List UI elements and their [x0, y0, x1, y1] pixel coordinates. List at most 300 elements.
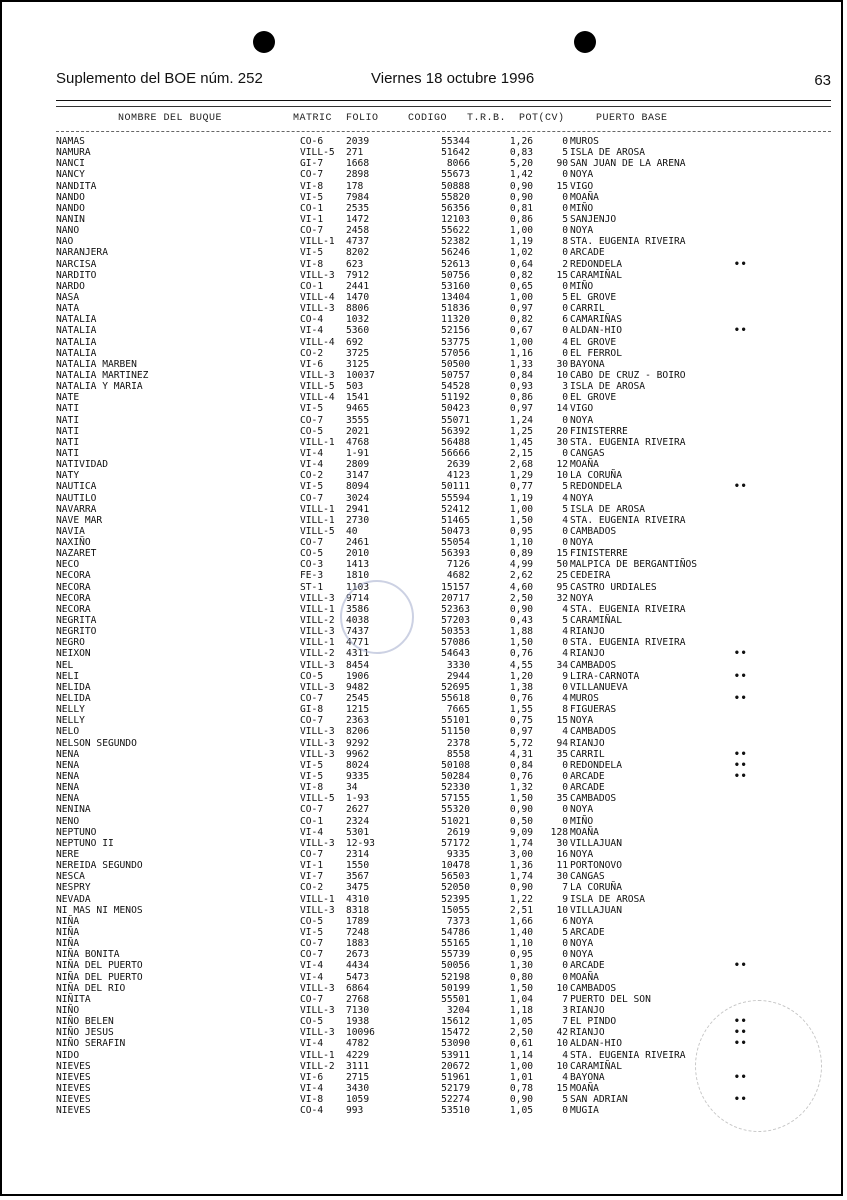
vessel-port: CARRIL [570, 303, 605, 315]
vessel-pot: 16 [556, 849, 568, 860]
vessel-matric: VILL-3 [300, 303, 335, 315]
vessel-mark: •• [734, 759, 748, 771]
table-row [56, 303, 831, 314]
vessel-matric: CO-3 [300, 559, 324, 571]
vessel-mark: •• [734, 1016, 748, 1028]
table-row [56, 704, 831, 715]
vessel-matric: GI-7 [300, 158, 324, 170]
vessel-trb: 1,00 [509, 336, 533, 348]
vessel-matric: CO-7 [300, 949, 324, 961]
vessel-folio: 3024 [346, 492, 370, 504]
vessel-trb: 0,43 [509, 615, 533, 627]
vessel-trb: 1,19 [509, 492, 533, 504]
vessel-port: PORTONOVO [570, 860, 622, 872]
vessel-codigo: 50353 [441, 626, 470, 638]
vessel-trb: 1,05 [509, 1016, 533, 1028]
vessel-trb: 2,68 [509, 459, 533, 471]
vessel-matric: CO-7 [300, 938, 324, 950]
vessel-name: NECO [56, 559, 80, 571]
table-row [56, 972, 831, 983]
vessel-port: VIGO [570, 403, 594, 415]
vessel-pot: 4 [562, 603, 568, 615]
table-row [56, 570, 831, 581]
vessel-matric: VILL-1 [300, 503, 335, 515]
vessel-matric: VILL-5 [300, 147, 335, 159]
vessel-trb: 0,97 [509, 403, 533, 415]
vessel-codigo: 50056 [441, 960, 470, 972]
vessel-trb: 0,64 [509, 258, 533, 270]
vessel-pot: 4 [562, 726, 568, 738]
vessel-pot: 4 [562, 1071, 568, 1083]
vessel-name: NERE [56, 849, 80, 860]
vessel-name: NECORA [56, 592, 91, 604]
table-row [56, 749, 831, 760]
vessel-port: MIÑO [570, 815, 594, 827]
vessel-matric: VI-6 [300, 1071, 324, 1083]
vessel-pot: 10 [556, 369, 568, 381]
vessel-matric: VILL-4 [300, 392, 335, 404]
vessel-name: NAZARET [56, 548, 97, 560]
vessel-port: REDONDELA [570, 258, 622, 270]
vessel-codigo: 52274 [441, 1094, 470, 1106]
vessel-folio: 7912 [346, 269, 370, 281]
vessel-port: CARAMIÑAL [570, 269, 622, 281]
vessel-trb: 1,19 [509, 236, 533, 248]
vessel-pot: 0 [562, 949, 568, 961]
vessel-pot: 0 [562, 537, 568, 549]
table-row [56, 882, 831, 893]
header-dashed-rule [56, 131, 831, 132]
vessel-codigo: 56666 [441, 447, 470, 459]
vessel-matric: VI-8 [300, 782, 324, 794]
vessel-folio: 1883 [346, 938, 370, 950]
vessel-codigo: 53160 [441, 280, 470, 292]
vessel-trb: 1,36 [509, 860, 533, 872]
vessel-trb: 1,05 [509, 1105, 533, 1117]
vessel-matric: VI-5 [300, 403, 324, 415]
vessel-port: ARCADE [570, 926, 605, 938]
vessel-codigo: 20717 [441, 592, 470, 604]
vessel-codigo: 55101 [441, 715, 470, 727]
vessel-name: NARANJERA [56, 247, 108, 259]
vessel-pot: 5 [562, 615, 568, 627]
vessel-pot: 4 [562, 336, 568, 348]
vessel-port: VILLAJUAN [570, 837, 622, 849]
vessel-pot: 32 [556, 592, 568, 604]
vessel-pot: 7 [562, 882, 568, 894]
table-row [56, 849, 831, 860]
vessel-codigo: 57172 [441, 837, 470, 849]
vessel-port: MIÑO [570, 202, 594, 214]
vessel-pot: 10 [556, 1038, 568, 1050]
vessel-matric: VILL-1 [300, 514, 335, 526]
vessel-mark: •• [734, 960, 748, 972]
vessel-name: NENINA [56, 804, 91, 816]
vessel-trb: 1,88 [509, 626, 533, 638]
vessel-pot: 5 [562, 213, 568, 225]
vessel-port: SAN ADRIAN [570, 1094, 628, 1106]
vessel-port: EL GROVE [570, 392, 617, 404]
vessel-folio: 1906 [346, 670, 370, 682]
vessel-port: RIANJO [570, 648, 605, 660]
vessel-pot: 0 [562, 191, 568, 203]
vessel-matric: VI-4 [300, 1082, 324, 1094]
vessel-pot: 10 [556, 982, 568, 994]
vessel-folio: 692 [346, 336, 364, 348]
vessel-name: NESCA [56, 871, 85, 883]
vessel-trb: 0,61 [509, 1038, 533, 1050]
vessel-folio: 271 [346, 147, 364, 159]
vessel-port: EL PINDO [570, 1016, 617, 1028]
table-row [56, 437, 831, 448]
table-row [56, 426, 831, 437]
vessel-matric: VI-1 [300, 213, 324, 225]
vessel-port: MUROS [570, 693, 599, 705]
vessel-port: CAMBADOS [570, 982, 617, 994]
vessel-name: NEL [56, 659, 74, 671]
column-header-name: NOMBRE DEL BUQUE [118, 113, 223, 124]
vessel-trb: 0,76 [509, 648, 533, 660]
table-row [56, 860, 831, 871]
table-row [56, 392, 831, 403]
vessel-pot: 5 [562, 147, 568, 159]
vessel-port: STA. EUGENIA RIVEIRA [570, 1049, 686, 1061]
vessel-trb: 0,95 [509, 949, 533, 961]
vessel-matric: VILL-3 [300, 681, 335, 693]
vessel-pot: 9 [562, 893, 568, 905]
vessel-matric: VI-4 [300, 459, 324, 471]
vessel-trb: 1,40 [509, 926, 533, 938]
vessel-matric: CO-5 [300, 425, 324, 437]
vessel-port: STA. EUGENIA RIVEIRA [570, 514, 686, 526]
vessel-folio: 8202 [346, 247, 370, 259]
vessel-folio: 9292 [346, 737, 370, 749]
vessel-folio: 2039 [346, 136, 370, 147]
table-row [56, 281, 831, 292]
vessel-pot: 8 [562, 236, 568, 248]
vessel-folio: 4737 [346, 236, 370, 248]
vessel-codigo: 56356 [441, 202, 470, 214]
vessel-port: STA. EUGENIA RIVEIRA [570, 436, 686, 448]
vessel-trb: 1,33 [509, 358, 533, 370]
vessel-name: NENA [56, 771, 80, 783]
vessel-matric: VI-7 [300, 871, 324, 883]
vessel-codigo: 55673 [441, 169, 470, 181]
vessel-matric: CO-1 [300, 202, 324, 214]
vessel-folio: 4782 [346, 1038, 370, 1050]
vessel-folio: 5301 [346, 826, 370, 838]
vessel-codigo: 55344 [441, 136, 470, 147]
vessel-trb: 1,30 [509, 960, 533, 972]
vessel-codigo: 55071 [441, 414, 470, 426]
vessel-trb: 1,25 [509, 425, 533, 437]
vessel-name: NATE [56, 392, 80, 404]
vessel-pot: 4 [562, 492, 568, 504]
vessel-folio: 1668 [346, 158, 370, 170]
vessel-codigo: 54643 [441, 648, 470, 660]
vessel-name: NECORA [56, 570, 91, 582]
vessel-codigo: 56246 [441, 247, 470, 259]
binder-hole-left [253, 31, 275, 53]
vessel-matric: VI-5 [300, 926, 324, 938]
vessel-port: ARCADE [570, 782, 605, 794]
vessel-name: NELO [56, 726, 80, 738]
vessel-matric: VILL-3 [300, 369, 335, 381]
vessel-matric: VILL-3 [300, 837, 335, 849]
vessel-folio: 1215 [346, 704, 370, 716]
vessel-name: NATI [56, 425, 80, 437]
vessel-port: CAMARIÑAS [570, 314, 622, 326]
table-row [56, 582, 831, 593]
table-row [56, 626, 831, 637]
vessel-pot: 0 [562, 414, 568, 426]
vessel-trb: 1,20 [509, 670, 533, 682]
vessel-folio: 1103 [346, 581, 370, 593]
vessel-name: NATIVIDAD [56, 459, 108, 471]
vessel-name: NIÑA DEL PUERTO [56, 971, 143, 983]
vessel-name: NATI [56, 414, 80, 426]
vessel-codigo: 54786 [441, 926, 470, 938]
vessel-port: SANJENJO [570, 213, 617, 225]
vessel-name: NENA [56, 748, 80, 760]
vessel-folio: 178 [346, 180, 364, 192]
vessel-codigo: 55054 [441, 537, 470, 549]
vessel-name: NAVARRA [56, 503, 97, 515]
vessel-pot: 0 [562, 280, 568, 292]
vessel-folio: 10037 [346, 369, 375, 381]
vessel-folio: 8024 [346, 759, 370, 771]
vessel-pot: 9 [562, 670, 568, 682]
table-row [56, 726, 831, 737]
vessel-codigo: 15612 [441, 1016, 470, 1028]
vessel-codigo: 51961 [441, 1071, 470, 1083]
vessel-matric: VI-5 [300, 481, 324, 493]
vessel-name: NATALIA MARBEN [56, 358, 137, 370]
table-row [56, 181, 831, 192]
vessel-folio: 9482 [346, 681, 370, 693]
table-row [56, 337, 831, 348]
vessel-port: NOYA [570, 715, 594, 727]
vessel-folio: 2673 [346, 949, 370, 961]
vessel-matric: VILL-3 [300, 626, 335, 638]
vessel-folio: 4768 [346, 436, 370, 448]
vessel-pot: 8 [562, 704, 568, 716]
column-header-trb: T.R.B. [467, 113, 507, 124]
vessel-name: NAVE MAR [56, 514, 103, 526]
vessel-name: NIDO [56, 1049, 80, 1061]
vessel-codigo: 4123 [446, 470, 470, 482]
vessel-name: NATALIA [56, 325, 97, 337]
vessel-name: NIÑO JESUS [56, 1027, 114, 1039]
vessel-trb: 2,50 [509, 1027, 533, 1039]
vessel-trb: 0,90 [509, 180, 533, 192]
vessel-name: NASA [56, 291, 80, 303]
column-header-folio: FOLIO [346, 113, 379, 124]
vessel-folio: 2545 [346, 693, 370, 705]
vessel-folio: 7248 [346, 926, 370, 938]
vessel-codigo: 51021 [441, 815, 470, 827]
vessel-codigo: 56393 [441, 548, 470, 560]
vessel-pot: 0 [562, 815, 568, 827]
vessel-folio: 3125 [346, 358, 370, 370]
vessel-trb: 1,26 [509, 136, 533, 147]
vessel-codigo: 8066 [446, 158, 470, 170]
vessel-matric: CO-5 [300, 915, 324, 927]
vessel-codigo: 53090 [441, 1038, 470, 1050]
vessel-matric: VI-5 [300, 191, 324, 203]
vessel-pot: 5 [562, 291, 568, 303]
vessel-port: NOYA [570, 849, 594, 860]
vessel-port: EL GROVE [570, 336, 617, 348]
vessel-folio: 2324 [346, 815, 370, 827]
table-row [56, 270, 831, 281]
vessel-trb: 0,97 [509, 726, 533, 738]
vessel-folio: 3586 [346, 603, 370, 615]
vessel-matric: VILL-2 [300, 1060, 335, 1072]
vessel-matric: VI-4 [300, 325, 324, 337]
table-row [56, 615, 831, 626]
vessel-name: NEIXON [56, 648, 91, 660]
vessel-codigo: 50284 [441, 771, 470, 783]
vessel-trb: 1,10 [509, 938, 533, 950]
vessel-mark: •• [734, 1038, 748, 1050]
vessel-folio: 2941 [346, 503, 370, 515]
vessel-codigo: 50199 [441, 982, 470, 994]
vessel-matric: VILL-3 [300, 592, 335, 604]
vessel-trb: 0,90 [509, 1094, 533, 1106]
vessel-name: NEVADA [56, 893, 91, 905]
vessel-name: NIÑA DEL RIO [56, 982, 126, 994]
vessel-codigo: 55165 [441, 938, 470, 950]
vessel-pot: 0 [562, 1105, 568, 1117]
vessel-port: RIANJO [570, 626, 605, 638]
vessel-trb: 0,81 [509, 202, 533, 214]
vessel-port: NOYA [570, 169, 594, 181]
vessel-codigo: 11320 [441, 314, 470, 326]
vessel-trb: 3,00 [509, 849, 533, 860]
vessel-codigo: 56392 [441, 425, 470, 437]
vessel-port: RIANJO [570, 737, 605, 749]
page-number: 63 [814, 72, 831, 89]
vessel-matric: VILL-1 [300, 236, 335, 248]
vessel-matric: VI-4 [300, 826, 324, 838]
table-row [56, 504, 831, 515]
vessel-matric: CO-5 [300, 670, 324, 682]
table-row [56, 459, 831, 470]
vessel-codigo: 55622 [441, 225, 470, 237]
vessel-port: NOYA [570, 492, 594, 504]
vessel-pot: 15 [556, 715, 568, 727]
vessel-name: NENA [56, 782, 80, 794]
vessel-folio: 7437 [346, 626, 370, 638]
vessel-port: ISLA DE AROSA [570, 381, 646, 393]
vessel-trb: 1,50 [509, 793, 533, 805]
vessel-name: NELLY [56, 704, 85, 716]
vessel-port: NOYA [570, 949, 594, 961]
vessel-pot: 0 [562, 771, 568, 783]
vessel-matric: VILL-1 [300, 637, 335, 649]
vessel-port: CAMBADOS [570, 525, 617, 537]
vessel-trb: 1,55 [509, 704, 533, 716]
vessel-codigo: 3204 [446, 1004, 470, 1016]
vessel-name: NIÑA BONITA [56, 949, 120, 961]
vessel-folio: 503 [346, 381, 364, 393]
vessel-port: NOYA [570, 537, 594, 549]
vessel-pot: 35 [556, 748, 568, 760]
vessel-pot: 0 [562, 960, 568, 972]
vessel-trb: 5,72 [509, 737, 533, 749]
vessel-folio: 2627 [346, 804, 370, 816]
vessel-folio: 3475 [346, 882, 370, 894]
vessel-port: FINISTERRE [570, 548, 628, 560]
vessel-name: NIEVES [56, 1094, 91, 1106]
vessel-mark: •• [734, 693, 748, 705]
vessel-folio: 4229 [346, 1049, 370, 1061]
vessel-pot: 14 [556, 403, 568, 415]
vessel-trb: 1,00 [509, 1060, 533, 1072]
vessel-codigo: 55618 [441, 693, 470, 705]
vessel-trb: 0,93 [509, 381, 533, 393]
vessel-codigo: 51642 [441, 147, 470, 159]
vessel-matric: VI-6 [300, 358, 324, 370]
vessel-folio: 1810 [346, 570, 370, 582]
vessel-pot: 7 [562, 1016, 568, 1028]
vessel-codigo: 7373 [446, 915, 470, 927]
vessel-trb: 1,29 [509, 470, 533, 482]
vessel-port: EL GROVE [570, 291, 617, 303]
vessel-folio: 1541 [346, 392, 370, 404]
vessel-name: NIEVES [56, 1071, 91, 1083]
vessel-folio: 2461 [346, 537, 370, 549]
vessel-codigo: 20672 [441, 1060, 470, 1072]
vessel-folio: 1938 [346, 1016, 370, 1028]
vessel-mark: •• [734, 648, 748, 660]
vessel-name: NIÑA [56, 915, 80, 927]
vessel-port: STA. EUGENIA RIVEIRA [570, 236, 686, 248]
table-row [56, 247, 831, 258]
table-row [56, 660, 831, 671]
vessel-codigo: 52695 [441, 681, 470, 693]
vessel-port: MOAÑA [570, 1082, 599, 1094]
vessel-port: EL FERROL [570, 347, 622, 359]
vessel-matric: CO-4 [300, 314, 324, 326]
vessel-trb: 1,50 [509, 982, 533, 994]
vessel-name: NAMURA [56, 147, 91, 159]
vessel-folio: 9714 [346, 592, 370, 604]
vessel-name: NEGRITO [56, 626, 97, 638]
vessel-trb: 1,00 [509, 503, 533, 515]
vessel-port: CANGAS [570, 447, 605, 459]
table-row [56, 359, 831, 370]
table-row [56, 515, 831, 526]
vessel-name: NANO [56, 225, 80, 237]
vessel-folio: 9335 [346, 771, 370, 783]
vessel-codigo: 54528 [441, 381, 470, 393]
vessel-pot: 0 [562, 681, 568, 693]
vessel-name: NEGRO [56, 637, 85, 649]
vessel-folio: 7984 [346, 191, 370, 203]
vessel-codigo: 2944 [446, 670, 470, 682]
vessel-trb: 0,50 [509, 815, 533, 827]
vessel-pot: 42 [556, 1027, 568, 1039]
vessel-folio: 2021 [346, 425, 370, 437]
table-row [56, 994, 831, 1005]
table-row [56, 403, 831, 414]
vessel-pot: 12 [556, 459, 568, 471]
vessel-codigo: 57203 [441, 615, 470, 627]
table-row [56, 537, 831, 548]
vessel-pot: 0 [562, 447, 568, 459]
